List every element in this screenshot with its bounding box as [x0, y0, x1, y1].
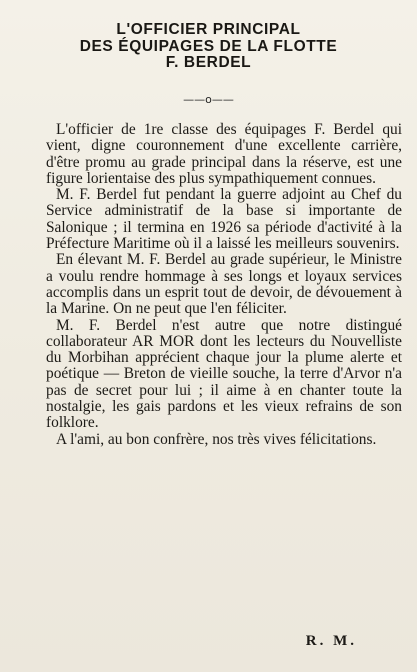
paragraph-4: M. F. Berdel n'est autre que notre distingué collaborateur AR MOR dont les lecteurs du Nouvelliste du Morbihan apprécient chaque jour la plume alerte et poétique — Breton de vieille souche, la terre d'Arvor n'a pas de secret pour lui ; il aime à en chanter toute la nostalgie, les gais pardons et les vieux refrains de son folklore. [46, 316, 402, 432]
paragraph-3: En élevant M. F. Berdel au grade supérieur, le Ministre a voulu rendre hommage à ses longs et loyaux services accomplis dans un esprit tout de devoir, de dévouement à la Marine. On ne peut que l'en féliciter. [46, 251, 402, 318]
paragraph-2: M. F. Berdel fut pendant la guerre adjoint au Chef du Service administratif de la base si importante de Salonique ; il termina en 1926 sa période d'activité à la Préfecture Maritime où il a laissé les meilleurs souvenirs. [46, 186, 402, 253]
article-body [46, 122, 402, 448]
article-title [0, 22, 417, 72]
author-signature: R. M. [305, 633, 357, 649]
paragraph-5: A l'ami, au bon confrère, nos très vives félicitations. [56, 430, 377, 448]
title-line-2: DES ÉQUIPAGES DE LA FLOTTE [79, 37, 338, 55]
paragraph-1: L'officier de 1re classe des équipages F. Berdel qui vient, digne couronnement d'une excellente carrière, d'être promu au grade principal dans la réserve, est une figure lorientaise des plus sympathiquement connues. [46, 121, 402, 187]
separator-ornament: ——o—— [183, 93, 234, 106]
title-line-3: F. BERDEL [165, 54, 252, 71]
title-line-1: L'OFFICIER PRINCIPAL [116, 21, 301, 38]
